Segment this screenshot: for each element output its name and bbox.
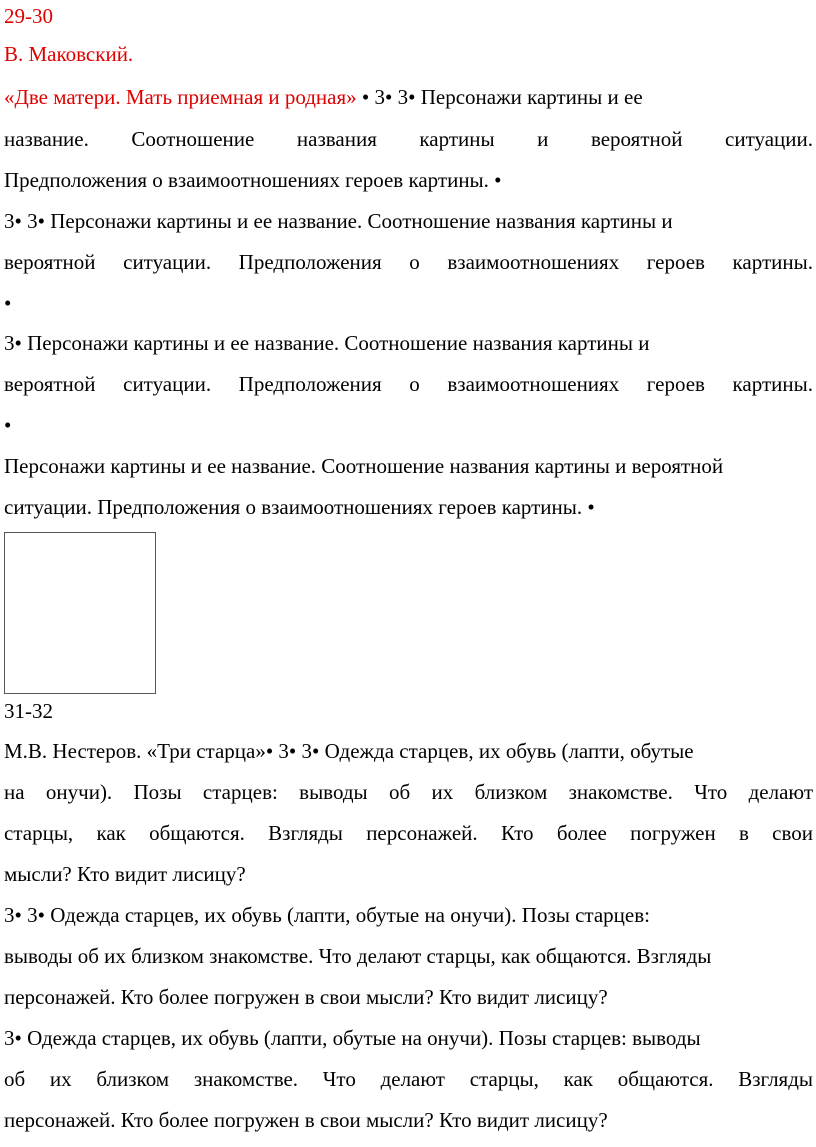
- s1-p3-line2: вероятной ситуации. Предположения о взаимоотношениях героев картины.: [4, 372, 813, 396]
- s1-p2-line3: •: [4, 291, 12, 315]
- image-placeholder-frame: [4, 532, 156, 694]
- painting-title-line: [4, 84, 813, 110]
- painting-title: «Две матери. Мать приемная и родная»: [4, 85, 357, 109]
- s1-p4-line1: Персонажи картины и ее название. Соотношение названия картины и вероятной: [4, 454, 724, 478]
- s1-p2-line1: 3• 3• Персонажи картины и ее название. Соотношение названия картины и: [4, 209, 673, 233]
- s2-p3-line3: персонажей. Кто более погружен в свои мысли? Кто видит лисицу?: [4, 1108, 608, 1132]
- s1-p3-line3: •: [4, 413, 12, 437]
- s2-p1-line4: мысли? Кто видит лисицу?: [4, 862, 246, 886]
- title-line-tail: • 3• 3• Персонажи картины и ее: [356, 85, 643, 109]
- s1-p2-line2: вероятной ситуации. Предположения о взаимоотношениях героев картины.: [4, 250, 813, 274]
- s2-p1-line2: на онучи). Позы старцев: выводы об их близком знакомстве. Что делают: [4, 780, 813, 804]
- s1-p1-line2: название. Соотношение названия картины и вероятной ситуации.: [4, 127, 813, 151]
- s2-p1-line3: старцы, как общаются. Взгляды персонажей. Кто более погружен в свои: [4, 821, 813, 845]
- s2-p3-line1: 3• Одежда старцев, их обувь (лапти, обутые на онучи). Позы старцев: выводы: [4, 1026, 701, 1050]
- section-number-29-30: 29-30: [4, 4, 53, 28]
- s1-p4-line2: ситуации. Предположения о взаимоотношениях героев картины. •: [4, 495, 595, 519]
- s2-p1-line1: М.В. Нестеров. «Три старца»• 3• 3• Одежда старцев, их обувь (лапти, обутые: [4, 739, 694, 763]
- s2-p2-line3: персонажей. Кто более погружен в свои мысли? Кто видит лисицу?: [4, 985, 608, 1009]
- s2-p2-line2: выводы об их близком знакомстве. Что делают старцы, как общаются. Взгляды: [4, 944, 712, 968]
- s1-p1-line3: Предположения о взаимоотношениях героев картины. •: [4, 168, 502, 192]
- section-number-31-32: 31-32: [4, 699, 53, 723]
- s1-p3-line1: 3• Персонажи картины и ее название. Соотношение названия картины и: [4, 331, 650, 355]
- s2-p3-line2: об их близком знакомстве. Что делают старцы, как общаются. Взгляды: [4, 1067, 813, 1091]
- s2-p2-line1: 3• 3• Одежда старцев, их обувь (лапти, обутые на онучи). Позы старцев:: [4, 903, 650, 927]
- painting-author: В. Маковский.: [4, 42, 134, 66]
